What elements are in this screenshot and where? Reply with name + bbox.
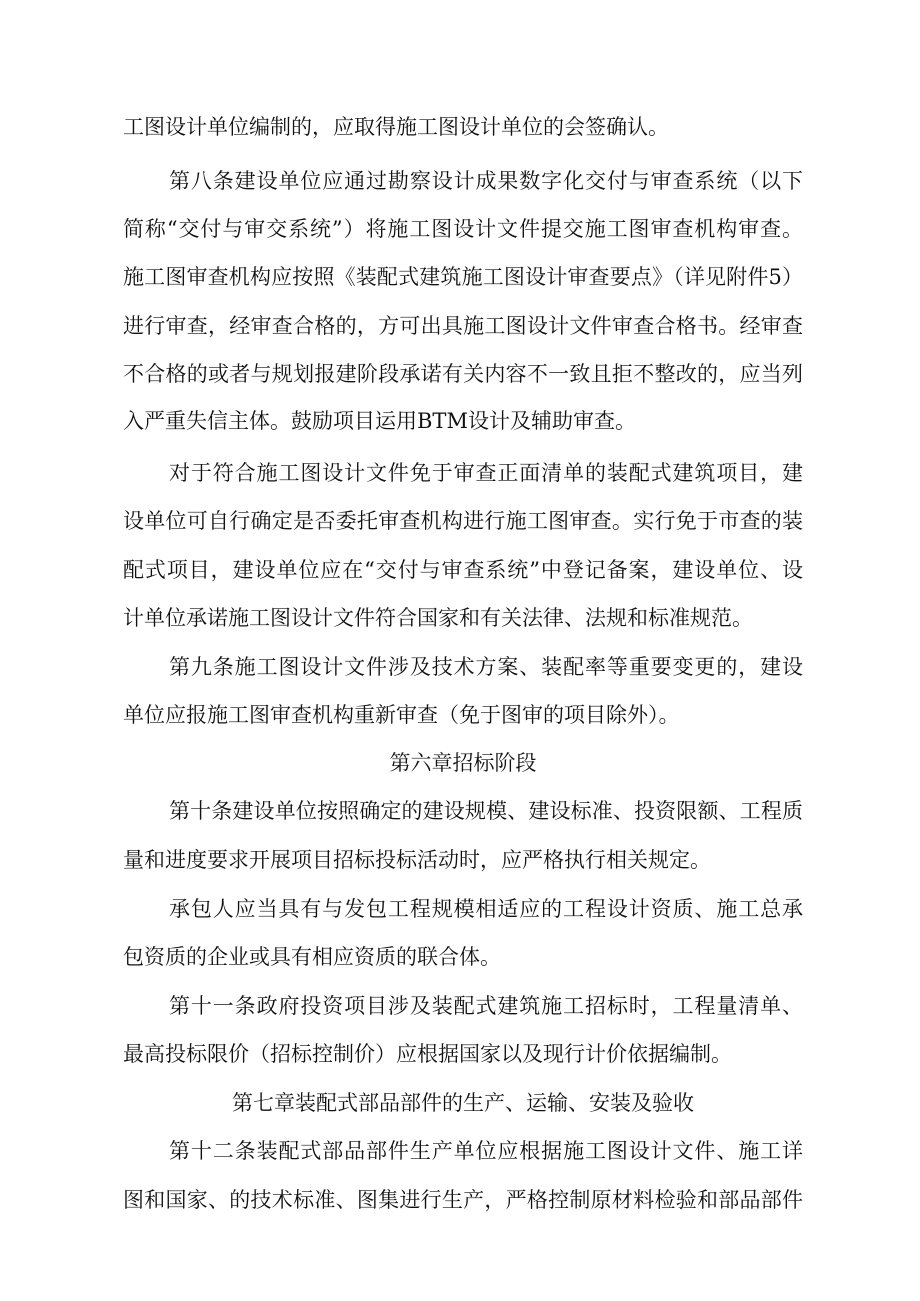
article-8-line-5: 不合格的或者与规划报建阶段承诺有关内容不一致且拒不整改的，应当列 <box>123 362 803 386</box>
article-8-line-2: 简称“交付与审交系统”）将施工图设计文件提交施工图审查机构审查。 <box>123 217 803 241</box>
chapter-6-heading: 第六章招标阶段 <box>389 751 537 775</box>
article-11-line-1: 第十一条政府投资项目涉及装配式建筑施工招标时，工程量清单、 <box>169 994 803 1018</box>
contractor-paragraph-line-1: 承包人应当具有与发包工程规模相适应的工程设计资质、施工总承 <box>169 897 803 921</box>
article-11-line-2: 最高投标限价（招标控制价）应根据国家以及现行计价依据编制。 <box>123 1042 732 1066</box>
exemption-paragraph-line-4: 计单位承诺施工图设计文件符合国家和有关法律、法规和标准规范。 <box>123 606 753 630</box>
contractor-paragraph-line-2: 包资质的企业或具有相应资质的联合体。 <box>123 945 501 969</box>
article-12-line-1: 第十二条装配式部品部件生产单位应根据施工图设计文件、施工详 <box>169 1139 803 1163</box>
article-8-line-3: 施工图审查机构应按照《装配式建筑施工图设计审查要点》（详见附件5） <box>123 265 803 289</box>
exemption-paragraph-line-2: 设单位可自行确定是否委托审查机构进行施工图审查。实行免于市查的装 <box>123 509 803 533</box>
article-12-line-2: 图和国家、的技术标准、图集进行生产，严格控制原材料检验和部品部件 <box>123 1188 803 1212</box>
exemption-paragraph-line-1: 对于符合施工图设计文件免于审查正面清单的装配式建筑项目，建 <box>169 461 803 485</box>
text-line-1: 工图设计单位编制的，应取得施工图设计单位的会签确认。 <box>123 115 669 139</box>
article-10-line-2: 量和进度要求开展项目招标投标活动时，应严格执行相关规定。 <box>123 848 711 872</box>
article-9-line-1: 第九条施工图设计文件涉及技术方案、装配率等重要变更的，建设 <box>169 655 803 679</box>
article-8-line-4: 进行审查，经审查合格的，方可出具施工图设计文件审查合格书。经审查 <box>123 314 803 338</box>
article-8-line-6: 入严重失信主体。鼓励项目运用BTM设计及辅助审查。 <box>123 409 636 433</box>
article-10-line-1: 第十条建设单位按照确定的建设规模、建设标准、投资限额、工程质 <box>169 799 803 823</box>
article-9-line-2: 单位应报施工图审查机构重新审查（免于图审的项目除外）。 <box>123 703 680 727</box>
exemption-paragraph-line-3: 配式项目，建设单位应在“交付与审查系统”中登记备案，建设单位、设 <box>123 558 803 582</box>
article-8-line-1: 第八条建设单位应通过勘察设计成果数字化交付与审查系统（以下 <box>169 169 803 193</box>
chapter-7-heading: 第七章装配式部品部件的生产、运输、安装及验收 <box>232 1091 694 1115</box>
